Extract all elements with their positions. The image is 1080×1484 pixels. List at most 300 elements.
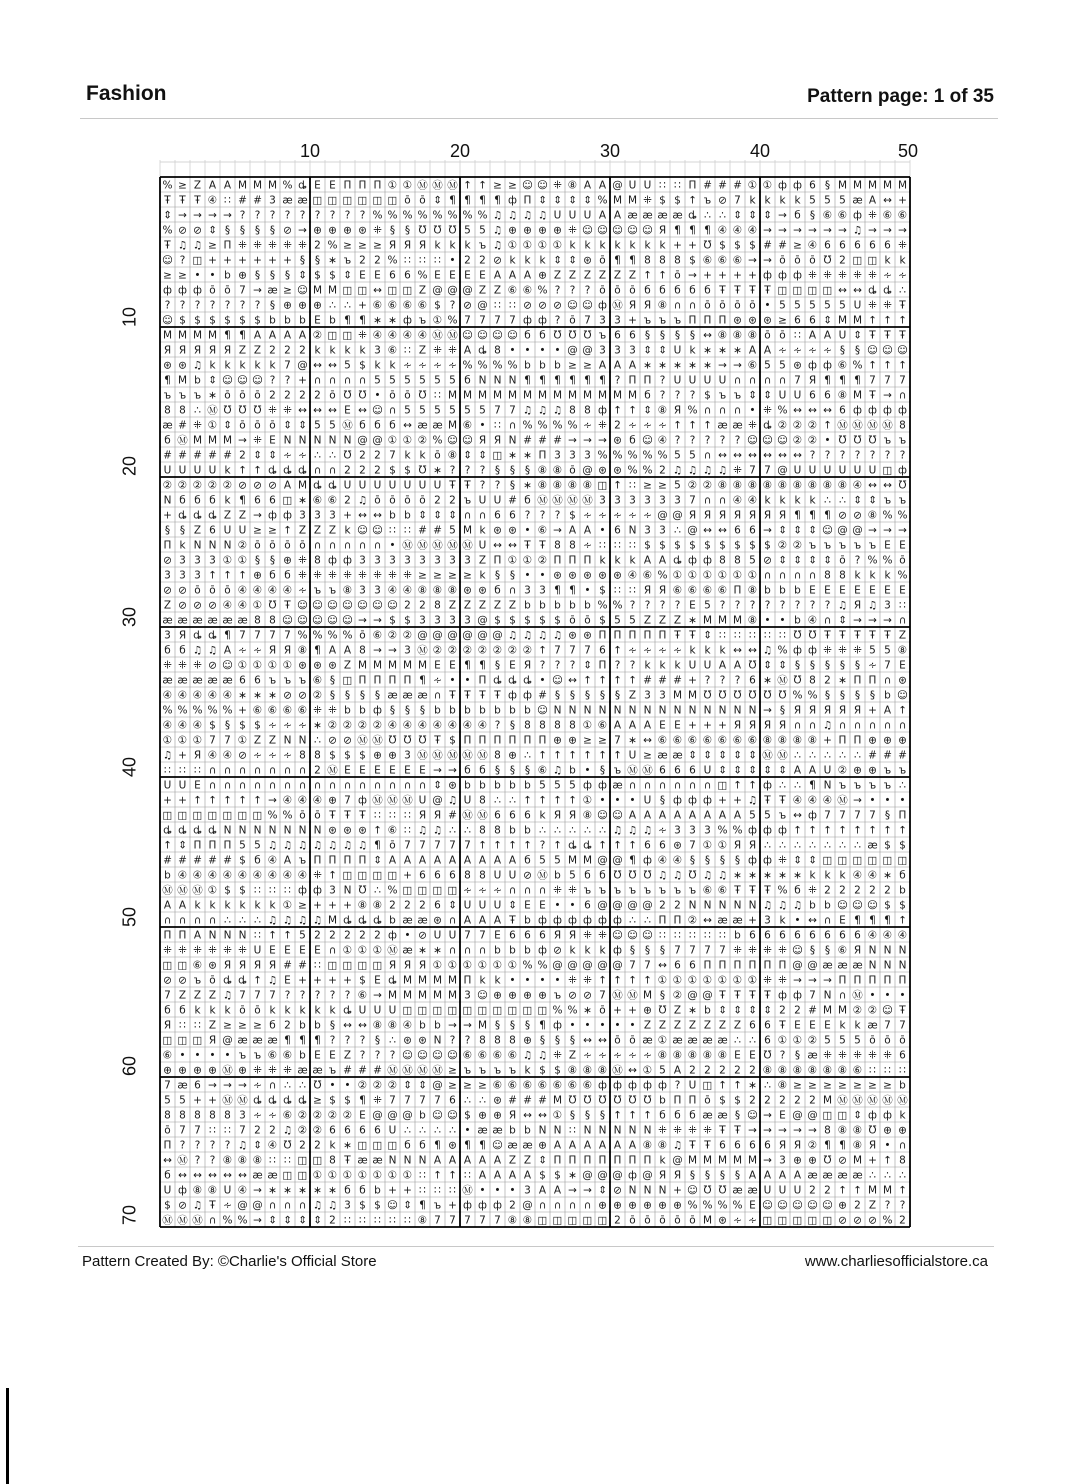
pattern-symbol: ⑥ [402,299,413,312]
pattern-symbol: ф [193,284,202,297]
pattern-symbol: ȡ [568,839,577,852]
pattern-symbol: ∴ [584,824,591,837]
pattern-symbol: → [898,224,907,237]
pattern-symbol: ∗ [283,1184,292,1197]
pattern-symbol: ☺ [522,179,533,192]
pattern-symbol: ∴ [494,794,501,807]
pattern-symbol: 7 [464,314,471,327]
pattern-symbol: ⇕ [733,764,742,777]
pattern-symbol: Ʊ [568,1094,577,1107]
pattern-symbol: ∴ [464,1094,471,1107]
pattern-symbol: ¶ [629,254,636,267]
pattern-symbol: M [672,689,683,702]
pattern-symbol: E [524,899,531,912]
pattern-symbol: @ [792,959,803,972]
pattern-symbol: ⁜ [853,1049,862,1062]
pattern-symbol: ∻ [268,1109,277,1122]
pattern-symbol: ∗ [268,1184,277,1197]
pattern-symbol: A [613,719,622,732]
pattern-symbol: ⇕ [868,494,877,507]
pattern-symbol: @ [462,284,473,297]
pattern-symbol: ♫ [312,839,323,852]
pattern-symbol: M [852,1154,863,1167]
pattern-symbol: k [764,494,771,507]
pattern-symbol: Я [433,809,442,822]
pattern-symbol: ∩ [823,914,832,927]
pattern-symbol: § [644,329,651,342]
pattern-symbol: N [253,824,262,837]
pattern-symbol: % [717,1199,728,1212]
pattern-symbol: ¶ [434,1139,441,1152]
pattern-symbol: ◫ [222,809,233,822]
pattern-symbol: Я [673,1169,682,1182]
pattern-symbol: ⊕ [553,734,562,747]
pattern-symbol: b [554,869,561,882]
pattern-symbol: § [884,809,891,822]
pattern-symbol: b [884,689,891,702]
pattern-symbol: ⇕ [643,404,652,417]
pattern-symbol: ◫ [282,494,293,507]
pattern-symbol: k [299,1004,306,1017]
pattern-symbol: ⊕ [538,224,547,237]
pattern-symbol: @ [432,794,443,807]
pattern-symbol: U [703,659,712,672]
pattern-symbol: ∗ [313,719,322,732]
pattern-symbol: ② [432,644,443,657]
pattern-symbol: ② [792,434,803,447]
pattern-symbol: ⁜ [763,404,772,417]
pattern-symbol: 3 [584,449,591,462]
pattern-symbol: ⊘ [178,584,187,597]
pattern-symbol: ≥ [283,284,292,297]
pattern-symbol: N [883,959,892,972]
pattern-symbol: ⇕ [778,554,787,567]
pattern-symbol: $ [389,614,396,627]
pattern-symbol: ? [359,1049,366,1062]
pattern-symbol: % [732,1199,743,1212]
pattern-symbol: @ [222,1034,233,1047]
pattern-symbol: ☺ [837,899,848,912]
pattern-symbol: + [748,914,757,927]
pattern-symbol: Ŧ [449,689,456,702]
pattern-symbol: b [794,584,801,597]
pattern-symbol: 7 [269,629,276,642]
pattern-symbol: ① [357,1169,368,1182]
pattern-symbol: $ [554,1064,561,1077]
pattern-symbol: • [194,269,201,282]
pattern-symbol: ⇕ [568,254,577,267]
pattern-symbol: b [224,269,231,282]
pattern-symbol: % [417,209,428,222]
pattern-symbol: ? [239,299,246,312]
pattern-symbol: 2 [374,254,381,267]
pattern-symbol: M [207,434,218,447]
pattern-symbol: 8 [164,1109,171,1122]
pattern-symbol: ⊛ [673,839,682,852]
pattern-symbol: 2 [809,1184,816,1197]
pattern-symbol: ∻ [463,884,472,897]
pattern-symbol: U [163,779,172,792]
pattern-symbol: ? [539,839,546,852]
pattern-symbol: ↑ [583,749,592,762]
pattern-symbol: 2 [314,1139,321,1152]
pattern-symbol: Ʊ [433,224,442,237]
pattern-symbol: E [884,539,891,552]
pattern-symbol: ↑ [283,524,292,537]
pattern-symbol: 2 [329,929,336,942]
pattern-symbol: b [659,1094,666,1107]
pattern-symbol: E [314,944,321,957]
pattern-symbol: Ʊ [448,224,457,237]
pattern-symbol: • [869,989,876,1002]
pattern-symbol: ④ [222,599,233,612]
pattern-symbol: ō [194,584,201,597]
pattern-symbol: ⑧ [252,1154,263,1167]
pattern-symbol: ♫ [432,824,443,837]
pattern-symbol: M [612,194,623,207]
pattern-symbol: ∷ [404,254,411,267]
pattern-symbol: → [238,434,247,447]
pattern-symbol: k [404,449,411,462]
pattern-symbol: ф [178,1184,187,1197]
pattern-symbol: ④ [162,719,173,732]
pattern-symbol: k [464,239,471,252]
pattern-symbol: ☺ [777,1199,788,1212]
pattern-symbol: ☺ [492,1139,503,1152]
pattern-symbol: Ⓜ [582,494,593,507]
pattern-symbol: ① [792,1034,803,1047]
pattern-symbol: Ⓜ [867,419,878,432]
pattern-symbol: • [884,794,891,807]
pattern-symbol: M [327,914,338,927]
footer-website[interactable]: www.charliesofficialstore.ca [804,1253,988,1270]
pattern-symbol: б [659,284,666,297]
pattern-symbol: ⑧ [717,479,728,492]
pattern-symbol: A [448,854,457,867]
pattern-symbol: ⑧ [687,1049,698,1062]
pattern-symbol: N [493,374,502,387]
pattern-symbol: 3 [329,884,336,897]
pattern-symbol: % [777,884,788,897]
pattern-symbol: N [283,734,292,747]
pattern-symbol: @ [612,854,623,867]
pattern-symbol: ∩ [703,494,712,507]
pattern-symbol: ② [357,1079,368,1092]
pattern-symbol: @ [612,179,623,192]
pattern-symbol: ⇕ [853,329,862,342]
pattern-symbol: ф [643,854,652,867]
pattern-symbol: ↑ [868,314,877,327]
pattern-symbol: → [373,989,382,1002]
pattern-symbol: % [807,689,818,702]
pattern-symbol: ∴ [449,1124,456,1137]
pattern-symbol: 2 [779,1094,786,1107]
pattern-symbol: ∻ [283,449,292,462]
pattern-symbol: ∗ [508,449,517,462]
pattern-symbol: ◫ [177,809,188,822]
pattern-symbol: E [374,269,381,282]
pattern-symbol: A [283,854,292,867]
pattern-symbol: 2 [809,1094,816,1107]
pattern-symbol: 3 [464,989,471,1002]
pattern-symbol: @ [672,509,683,522]
pattern-symbol: ⇕ [508,899,517,912]
pattern-symbol: 2 [659,899,666,912]
pattern-symbol: ④ [312,794,323,807]
pattern-symbol: $ [449,734,456,747]
pattern-symbol: • [884,989,891,1002]
pattern-symbol: b [554,359,561,372]
pattern-symbol: ↔ [703,524,712,537]
pattern-symbol: M [717,614,728,627]
pattern-symbol: ☺ [477,989,488,1002]
pattern-symbol: ② [807,419,818,432]
pattern-symbol: A [598,179,607,192]
pattern-symbol: § [674,329,681,342]
pattern-symbol: ⊛ [583,569,592,582]
pattern-symbol: Ⓜ [537,869,548,882]
pattern-symbol: ☺ [327,614,338,627]
pattern-symbol: æ [807,1049,818,1062]
pattern-symbol: → [748,1124,757,1137]
pattern-symbol: • [389,539,396,552]
pattern-symbol: Ⓜ [222,1064,233,1077]
pattern-symbol: ◫ [837,854,848,867]
pattern-symbol: ④ [462,719,473,732]
pattern-symbol: 7 [584,314,591,327]
pattern-symbol: ⇕ [778,764,787,777]
pattern-symbol: ☺ [342,614,353,627]
pattern-symbol: % [492,359,503,372]
pattern-symbol: ⇕ [808,554,817,567]
pattern-symbol: Ŧ [479,689,486,702]
pattern-symbol: ◫ [297,1169,308,1182]
pattern-symbol: ∩ [208,1214,217,1227]
pattern-symbol: Ŧ [464,479,471,492]
pattern-symbol: § [854,659,861,672]
pattern-symbol: Ⓜ [162,884,173,897]
pattern-symbol: ◫ [387,194,398,207]
pattern-symbol: ≥ [868,1079,877,1092]
pattern-symbol: ∷ [899,1064,906,1077]
pattern-symbol: Π [628,1154,637,1167]
pattern-symbol: b [524,824,531,837]
pattern-symbol: ☺ [582,299,593,312]
pattern-symbol: % [627,464,638,477]
pattern-symbol: ④ [297,869,308,882]
pattern-symbol: ъ [178,389,187,402]
pattern-symbol: ☺ [777,434,788,447]
pattern-symbol: § [839,659,846,672]
pattern-symbol: ? [194,1154,201,1167]
pattern-symbol: # [178,854,187,867]
pattern-symbol: b [899,884,906,897]
pattern-symbol: M [897,179,908,192]
pattern-symbol: $ [704,539,711,552]
pattern-symbol: ∗ [838,674,847,687]
pattern-symbol: ☺ [822,524,833,537]
pattern-symbol: ◫ [807,284,818,297]
pattern-symbol: ō [569,314,576,327]
pattern-symbol: $ [719,239,726,252]
pattern-symbol: ∷ [659,929,666,942]
pattern-symbol: ∩ [568,1199,577,1212]
pattern-symbol: U [643,794,652,807]
pattern-symbol: ① [237,554,248,567]
pattern-symbol: Ⓜ [432,539,443,552]
pattern-symbol: ◫ [477,1004,488,1017]
pattern-symbol: → [568,1184,577,1197]
pattern-symbol: k [644,659,651,672]
pattern-symbol: ≥ [493,179,502,192]
pattern-symbol: E [839,584,846,597]
pattern-symbol: ∩ [718,404,727,417]
pattern-symbol: ① [372,944,383,957]
pattern-symbol: • [749,404,756,417]
pattern-symbol: N [643,1184,652,1197]
pattern-symbol: ф [598,404,607,417]
pattern-symbol: 2 [359,254,366,267]
pattern-symbol: M [402,989,413,1002]
pattern-symbol: # [538,689,547,702]
pattern-symbol: → [583,1184,592,1197]
pattern-symbol: @ [597,899,608,912]
pattern-symbol: b [419,1019,426,1032]
pattern-symbol: → [598,434,607,447]
pattern-symbol: Ⓜ [852,419,863,432]
pattern-symbol: Z [418,344,427,357]
pattern-symbol: Z [238,509,247,522]
pattern-symbol: § [809,944,816,957]
pattern-symbol: ↑ [553,749,562,762]
pattern-symbol: M [177,374,188,387]
pattern-symbol: M [612,389,623,402]
pattern-symbol: ① [222,554,233,567]
pattern-symbol: % [342,629,353,642]
pattern-symbol: $ [239,854,246,867]
pattern-symbol: ⊘ [163,584,172,597]
pattern-symbol: • [509,974,516,987]
pattern-symbol: M [567,854,578,867]
pattern-symbol: ⊕ [538,1139,547,1152]
pattern-symbol: ¶ [359,1094,366,1107]
pattern-symbol: ≥ [778,314,787,327]
pattern-symbol: ∻ [283,719,292,732]
pattern-symbol: ∩ [508,884,517,897]
pattern-symbol: Ʊ [598,1094,607,1107]
pattern-symbol: ∷ [194,764,201,777]
pattern-symbol: ⊛ [568,629,577,642]
pattern-symbol: b [419,1109,426,1122]
pattern-symbol: ⇕ [748,389,757,402]
pattern-symbol: ⁜ [208,944,217,957]
pattern-symbol: Ⓜ [327,764,338,777]
pattern-symbol: ∴ [344,299,351,312]
pattern-symbol: + [268,254,277,267]
pattern-symbol: ⊘ [163,974,172,987]
pattern-symbol: → [808,224,817,237]
pattern-symbol: ④ [402,584,413,597]
pattern-symbol: Π [463,974,472,987]
pattern-symbol: ∷ [419,254,426,267]
pattern-symbol: ȡ [298,464,307,477]
pattern-symbol: % [777,404,788,417]
pattern-symbol: ⇕ [448,899,457,912]
pattern-symbol: ф [298,884,307,897]
pattern-symbol: ⊕ [868,734,877,747]
pattern-symbol: ∻ [823,344,832,357]
pattern-symbol: $ [554,1169,561,1182]
pattern-symbol: 2 [284,1019,291,1032]
pattern-symbol: Ʊ [748,689,757,702]
pattern-symbol: 7 [614,734,621,747]
pattern-symbol: ⁜ [868,269,877,282]
pattern-symbol: ↑ [613,674,622,687]
pattern-symbol: ↔ [493,539,502,552]
pattern-symbol: ↔ [568,674,577,687]
pattern-symbol: E [359,1109,366,1122]
pattern-symbol: ∴ [314,734,321,747]
pattern-symbol: ⁜ [553,884,562,897]
pattern-symbol: ? [539,509,546,522]
pattern-symbol: ⁜ [808,884,817,897]
pattern-symbol: æ [432,419,443,432]
pattern-symbol: ō [389,389,396,402]
pattern-symbol: 7 [434,839,441,852]
pattern-symbol: ⁜ [853,644,862,657]
pattern-symbol: ⁜ [553,179,562,192]
pattern-symbol: A [478,1169,487,1182]
pattern-symbol: k [659,239,666,252]
pattern-symbol: ō [209,584,216,597]
pattern-symbol: k [644,239,651,252]
pattern-symbol: ⁜ [838,644,847,657]
pattern-symbol: 2 [899,1214,906,1227]
pattern-symbol: ◫ [522,1004,533,1017]
pattern-symbol: Π [748,959,757,972]
pattern-symbol: 3 [464,614,471,627]
pattern-symbol: Z [268,734,277,747]
pattern-symbol: ↑ [823,824,832,837]
pattern-symbol: § [704,1169,711,1182]
pattern-symbol: ъ [478,1064,487,1077]
pattern-symbol: k [494,974,501,987]
pattern-symbol: ¶ [839,374,846,387]
pattern-symbol: $ [224,314,231,327]
pattern-symbol: ȡ [208,629,217,642]
pattern-symbol: 6 [764,1139,771,1152]
pattern-symbol: Ŧ [464,689,471,702]
pattern-symbol: % [282,179,293,192]
pattern-symbol: ♫ [492,239,503,252]
pattern-symbol: M [867,1184,878,1197]
pattern-symbol: ȡ [283,464,292,477]
pattern-symbol: ◫ [402,1004,413,1017]
pattern-symbol: ♫ [192,1199,203,1212]
pattern-symbol: ∻ [748,1214,757,1227]
pattern-symbol: k [329,344,336,357]
pattern-symbol: Я [268,644,277,657]
pattern-symbol: ☺ [897,344,908,357]
pattern-symbol: ⑧ [792,479,803,492]
pattern-symbol: M [327,284,338,297]
pattern-symbol: $ [764,539,771,552]
pattern-symbol: ◫ [537,1004,548,1017]
pattern-symbol: Я [673,404,682,417]
pattern-symbol: Ⓜ [867,1094,878,1107]
pattern-symbol: Ⓜ [177,434,188,447]
pattern-symbol: ② [792,419,803,432]
